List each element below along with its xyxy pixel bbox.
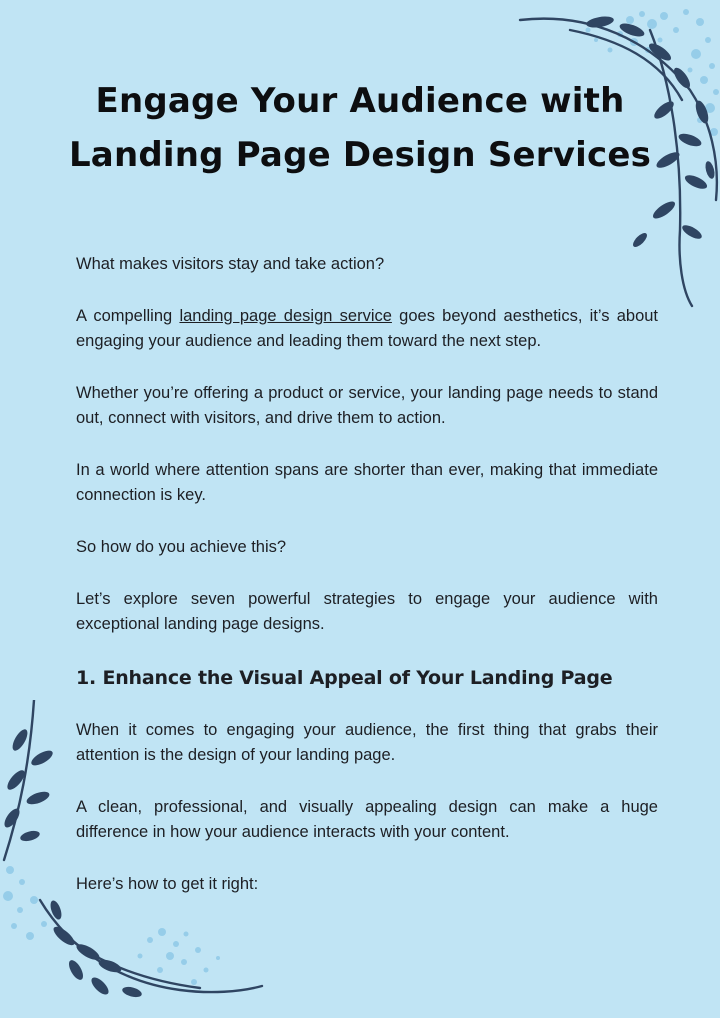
paragraph: So how do you achieve this? bbox=[76, 538, 287, 556]
paragraph bbox=[76, 304, 658, 354]
paragraph: A clean, professional, and visually appealing design can make a huge difference in how your audience interacts with your content. bbox=[76, 798, 658, 841]
paragraph: In a world where attention spans are shorter than ever, making that immediate connection is key. bbox=[76, 461, 658, 504]
page-title: Engage Your Audience with Landing Page Design Services bbox=[68, 81, 652, 175]
landing-page-design-service-link[interactable]: landing page design service bbox=[179, 307, 392, 325]
section-heading: 1. Enhance the Visual Appeal of Your Landing Page bbox=[76, 667, 613, 689]
paragraph: When it comes to engaging your audience, the first thing that grabs their attention is the design of your landing page. bbox=[76, 721, 658, 764]
paragraph: Let’s explore seven powerful strategies to engage your audience with exceptional landing page designs. bbox=[76, 590, 658, 633]
paragraph: Whether you’re offering a product or service, your landing page needs to stand out, connect with visitors, and drive them to action. bbox=[76, 384, 658, 427]
paragraph-text: A compelling bbox=[76, 307, 180, 325]
paragraph-text: goes beyond aesthetics, it’s about engaging your audience and leading them toward the next step. bbox=[76, 307, 659, 350]
intro-question: What makes visitors stay and take action? bbox=[76, 255, 385, 273]
article-body bbox=[76, 252, 658, 924]
paragraph: Here’s how to get it right: bbox=[76, 875, 259, 893]
